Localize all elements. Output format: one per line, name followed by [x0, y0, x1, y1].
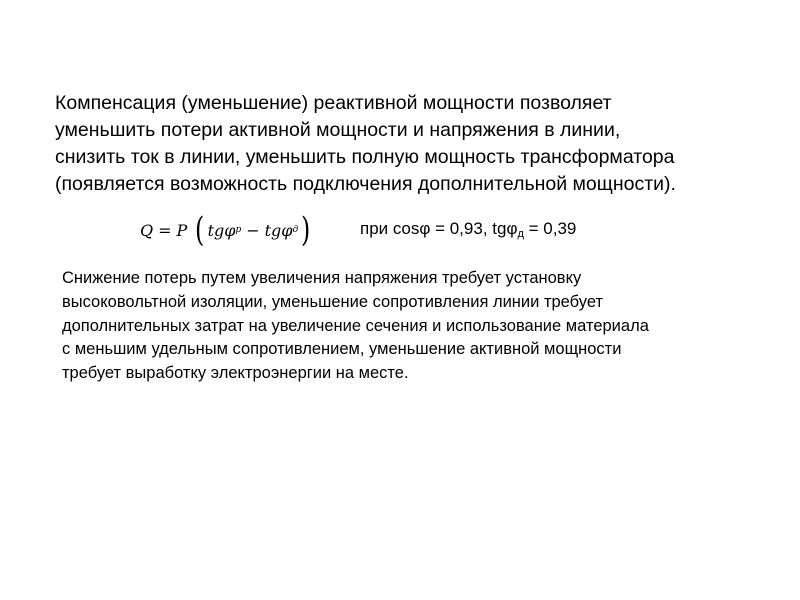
condition-prefix: при cosφ = 0,93, tgφ	[360, 219, 518, 238]
formula-q: Q	[140, 220, 154, 240]
main-paragraph: Компенсация (уменьшение) реактивной мощности позволяет уменьшить потери активной мощности и напряжения в линии, снизить ток в линии, уменьшить полную мощность трансформатора (появляется возможность подключения дополнительной мощности).	[55, 92, 676, 195]
condition-sub: д	[517, 228, 524, 240]
formula-row	[135, 210, 655, 250]
second-paragraph: Снижение потерь путем увеличения напряжения требует установку высоковольтной изоляции, уменьшение сопротивления линии требует дополнительных затрат на увеличение сечения и использование материала с меньшим удельным сопротивлением, уменьшение активной мощности требует выработку электроэнергии на месте.	[62, 269, 649, 383]
formula-term1: tgφ	[207, 220, 236, 240]
formula-condition	[360, 219, 576, 240]
formula-term2: tgφ	[264, 220, 293, 240]
formula-open-paren: (	[195, 210, 205, 250]
reactive-power-formula	[140, 210, 313, 250]
formula-term2-sub: д	[292, 225, 299, 235]
formula-minus: −	[246, 220, 260, 240]
formula-p: P	[176, 220, 188, 240]
condition-suffix: = 0,39	[523, 219, 577, 238]
formula-equals: =	[158, 220, 172, 240]
formula-term1-sub: р	[235, 225, 242, 235]
formula-close-paren: )	[301, 210, 311, 250]
